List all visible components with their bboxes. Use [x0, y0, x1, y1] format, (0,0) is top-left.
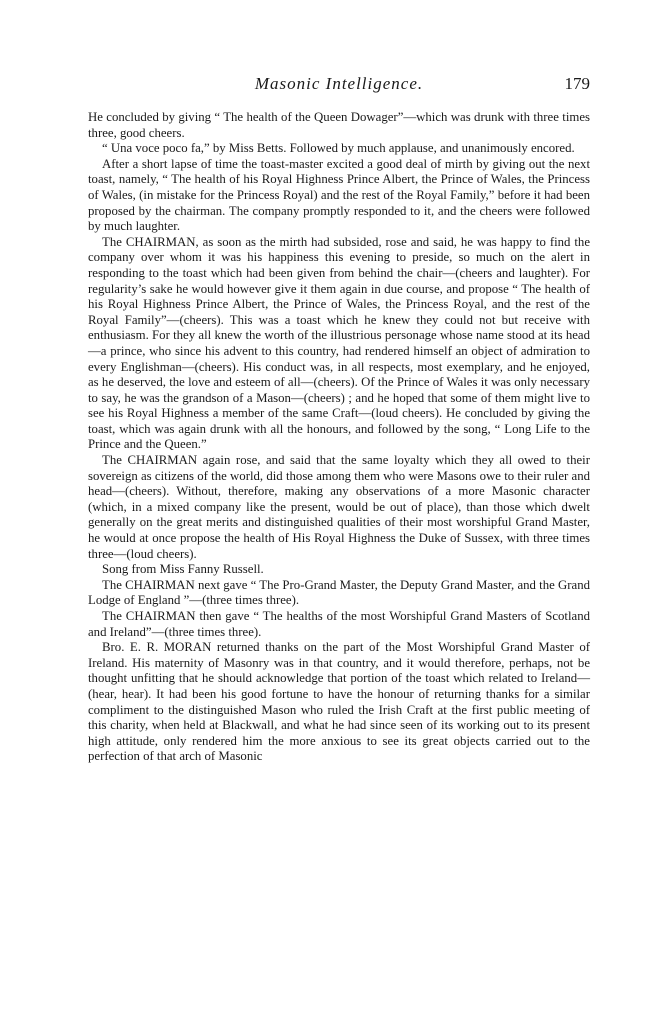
- page-header: [88, 74, 590, 100]
- article-body: [88, 110, 590, 765]
- paragraph-4: The CHAIRMAN, as soon as the mirth had subsided, rose and said, he was happy to find the company over whom it was his happiness this evening to preside, so much on the alert in responding to the toast which had been given from behind the chair—(cheers and laughter). For regularity’s sake he would however give it them again in due course, and propose “ The health of his Royal Highness Prince Albert, the Prince of Wales, the Princess Royal, and the rest of the Royal Family”—(cheers). This was a toast which he knew they could not but receive with enthusiasm. For they all knew the worth of the illustrious personage whose name stood at its head—a prince, who since his advent to this country, had rendered himself an object of admiration to every Englishman—(cheers). His conduct was, in all respects, most exemplary, and he enjoyed, as he deserved, the love and esteem of all—(cheers). Of the Prince of Wales it was only necessary to say, he was the grandson of a Mason—(cheers) ; and he hoped that some of them might live to see his Royal Highness a member of the same Craft—(loud cheers). He concluded by giving the toast, which was again drunk with all the honours, and followed by the song, “ Long Life to the Prince and the Queen.”: [88, 234, 590, 452]
- paragraph-8: The CHAIRMAN then gave “ The healths of the most Worshipful Grand Masters of Scotland and Ireland”—(three times three).: [88, 609, 590, 639]
- paragraph-7: The CHAIRMAN next gave “ The Pro-Grand Master, the Deputy Grand Master, and the Grand Lodge of England ”—(three times three).: [88, 577, 590, 608]
- running-title: Masonic Intelligence.: [254, 74, 424, 93]
- paragraph-9: Bro. E. R. MORAN returned thanks on the part of the Most Worshipful Grand Master of Ireland. His maternity of Masonry was in that country, and it would therefore, perhaps, not be thought unfitting that he should acknowledge that portion of the toast which related to Ireland—(hear, hear). It had been his good fortune to have the honour of returning thanks for a similar compliment to the distinguished Mason who ruled the Irish Craft at the first public meeting of this charity, when held at Blackwall, and what he had since seen of its working out to its present high attitude, only rendered him the more anxious to see its great objects carried out to the perfection of that arch of Masonic: [88, 640, 590, 764]
- paragraph-3: After a short lapse of time the toast-master excited a good deal of mirth by giving out the next toast, namely, “ The health of his Royal Highness Prince Albert, the Prince of Wales, the Princess of Wales, (in mistake for the Princess Royal) and the rest of the Royal Family,” before it had been proposed by the chairman. The company promptly responded to it, and the cheers were followed by much laughter.: [88, 156, 590, 234]
- paragraph-1: He concluded by giving “ The health of the Queen Dowager”—which was drunk with three times three, good cheers.: [88, 110, 590, 140]
- paragraph-2: “ Una voce poco fa,” by Miss Betts. Followed by much applause, and unanimously encored.: [102, 141, 575, 156]
- paragraph-6: Song from Miss Fanny Russell.: [102, 562, 264, 577]
- page: [88, 74, 590, 765]
- page-number: 179: [564, 74, 590, 93]
- paragraph-5: The CHAIRMAN again rose, and said that the same loyalty which they all owed to their sovereign as citizens of the world, did those among them who were Masons owe to their ruler and head—(cheers). Without, therefore, making any observations of a more Masonic character (which, in a mixed company like the present, would be out of place), than those which dwelt generally on the great merits and distinguished qualities of their most worshipful Grand Master, he would at once propose the health of His Royal Highness the Duke of Sussex, with three times three—(loud cheers).: [88, 453, 590, 561]
